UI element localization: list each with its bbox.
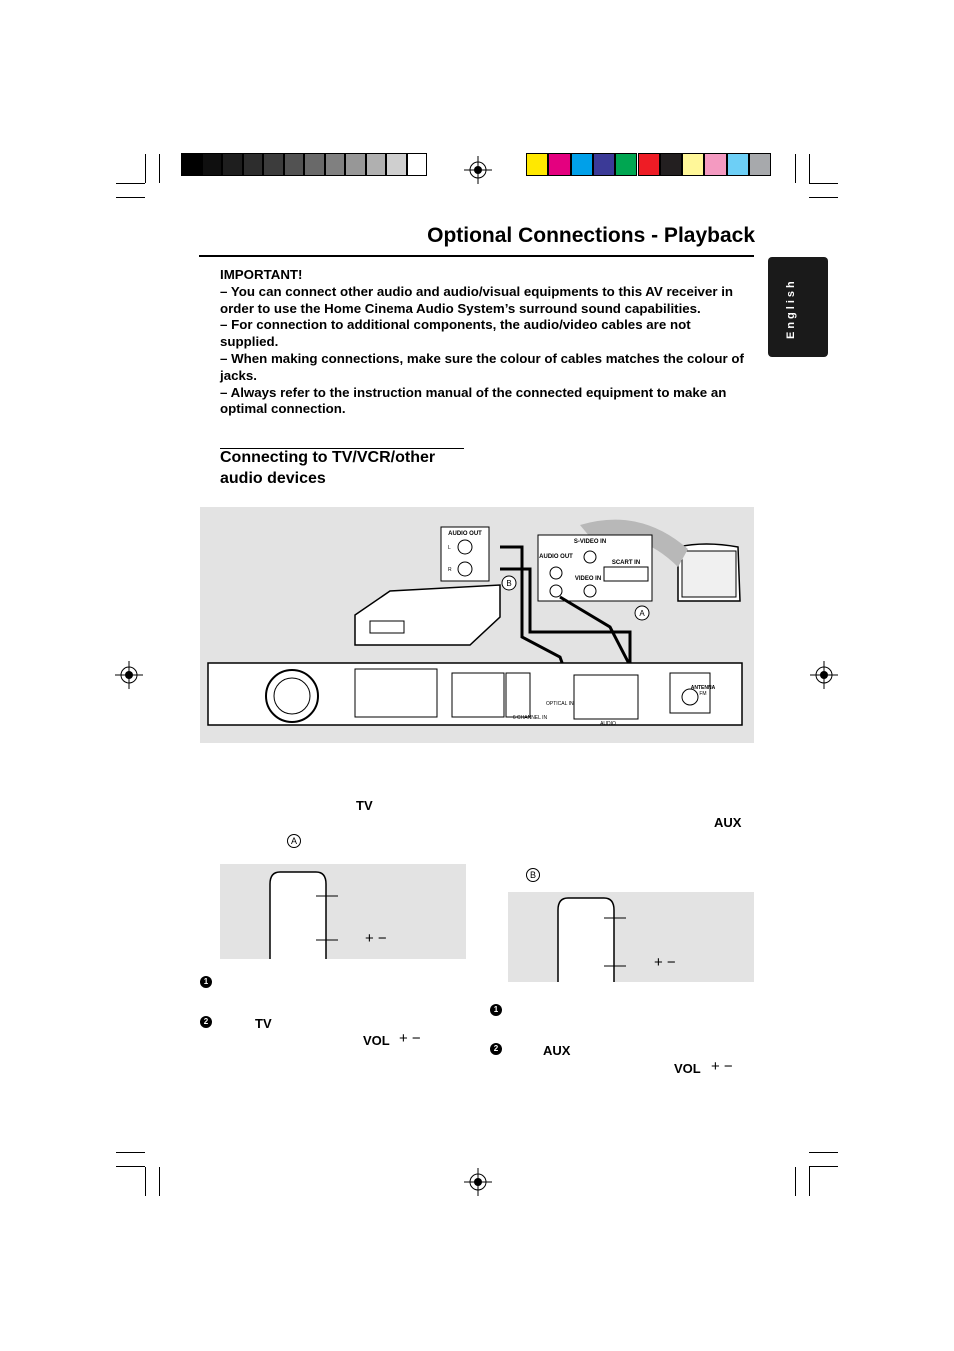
step-number: 1 <box>490 1004 502 1016</box>
color-swatch <box>682 153 704 176</box>
important-heading: IMPORTANT! <box>220 267 303 282</box>
video-in-label: VIDEO IN <box>574 576 602 582</box>
color-swatch <box>325 153 346 176</box>
svideo-in-label: S-VIDEO IN <box>573 539 607 545</box>
vol-plus-minus: + − <box>399 1030 421 1047</box>
color-swatch <box>386 153 407 176</box>
aux-label: AUX <box>714 815 742 830</box>
remote-illustration-right <box>508 892 754 982</box>
callout-a: A <box>639 609 645 618</box>
color-swatch <box>202 153 223 176</box>
color-swatch <box>366 153 387 176</box>
tv-audio-out-label: AUDIO OUT <box>539 554 573 560</box>
registration-target-icon <box>464 1168 492 1196</box>
registration-target-icon <box>810 661 838 689</box>
callout-a-ref: A <box>287 834 301 848</box>
scart-in-label: SCART IN <box>611 560 641 566</box>
important-note: – You can connect other audio and audio/visual equipments to this AV receiver in order to use the Home Cinema Audio System’s surround sound capabilities. <box>220 283 734 316</box>
step-aux-label: AUX <box>543 1043 571 1058</box>
color-swatch <box>263 153 284 176</box>
svg-text:FM: FM <box>699 691 707 697</box>
registration-target-icon <box>115 661 143 689</box>
color-swatch <box>727 153 749 176</box>
important-note: – For connection to additional components, the audio/video cables are not supplied. <box>220 317 691 350</box>
connection-diagram <box>200 507 754 743</box>
step-tv-label: TV <box>255 1016 272 1031</box>
svg-text:AUDIO: AUDIO <box>600 721 616 727</box>
svg-text:ANTENNA: ANTENNA <box>690 685 716 691</box>
plus-minus-label: + − <box>654 954 676 971</box>
section-heading: Connecting to TV/VCR/other audio devices <box>220 449 436 487</box>
plus-minus-label: + − <box>365 930 387 947</box>
language-tab-label: English <box>785 278 797 339</box>
receiver-rear-panel <box>208 663 742 727</box>
audio-out-label: AUDIO OUT <box>448 531 482 537</box>
vol-label: VOL <box>363 1033 390 1048</box>
page-title: Optional Connections - Playback <box>427 224 755 247</box>
color-swatch <box>181 153 202 176</box>
color-swatch <box>345 153 366 176</box>
tv-label: TV <box>356 798 373 813</box>
color-swatch <box>638 153 660 176</box>
color-swatch <box>222 153 243 176</box>
vol-label: VOL <box>674 1061 701 1076</box>
color-swatch <box>284 153 305 176</box>
color-swatch <box>593 153 615 176</box>
color-swatch <box>660 153 682 176</box>
language-tab <box>768 257 828 357</box>
svg-text:L: L <box>448 545 451 551</box>
vcr-device-icon <box>355 585 500 645</box>
important-note: – Always refer to the instruction manual of the connected equipment to make an optimal connection. <box>220 384 727 417</box>
tv-rear-panel <box>538 535 652 601</box>
vol-plus-minus: + − <box>711 1058 733 1075</box>
audio-out-panel <box>441 527 489 581</box>
color-swatch <box>548 153 570 176</box>
important-notes <box>220 267 752 418</box>
remote-illustration-left <box>220 864 466 959</box>
color-swatch <box>704 153 726 176</box>
registration-target-icon <box>464 156 492 184</box>
important-note: – When making connections, make sure the colour of cables matches the colour of jacks. <box>220 350 744 383</box>
svg-text:OPTICAL IN: OPTICAL IN <box>546 701 574 707</box>
svg-text:R: R <box>448 567 452 573</box>
step-number: 1 <box>200 976 212 988</box>
callout-b: B <box>506 579 512 588</box>
color-swatch <box>571 153 593 176</box>
color-swatch <box>615 153 637 176</box>
step-number: 2 <box>490 1043 502 1055</box>
color-swatch <box>749 153 771 176</box>
callout-b-ref: B <box>526 868 540 882</box>
step-number: 2 <box>200 1016 212 1028</box>
color-swatch <box>407 153 428 176</box>
color-swatch <box>304 153 325 176</box>
title-rule <box>199 255 754 257</box>
color-swatch <box>526 153 548 176</box>
color-swatch <box>243 153 264 176</box>
svg-text:6 CHANNEL IN: 6 CHANNEL IN <box>512 715 548 721</box>
